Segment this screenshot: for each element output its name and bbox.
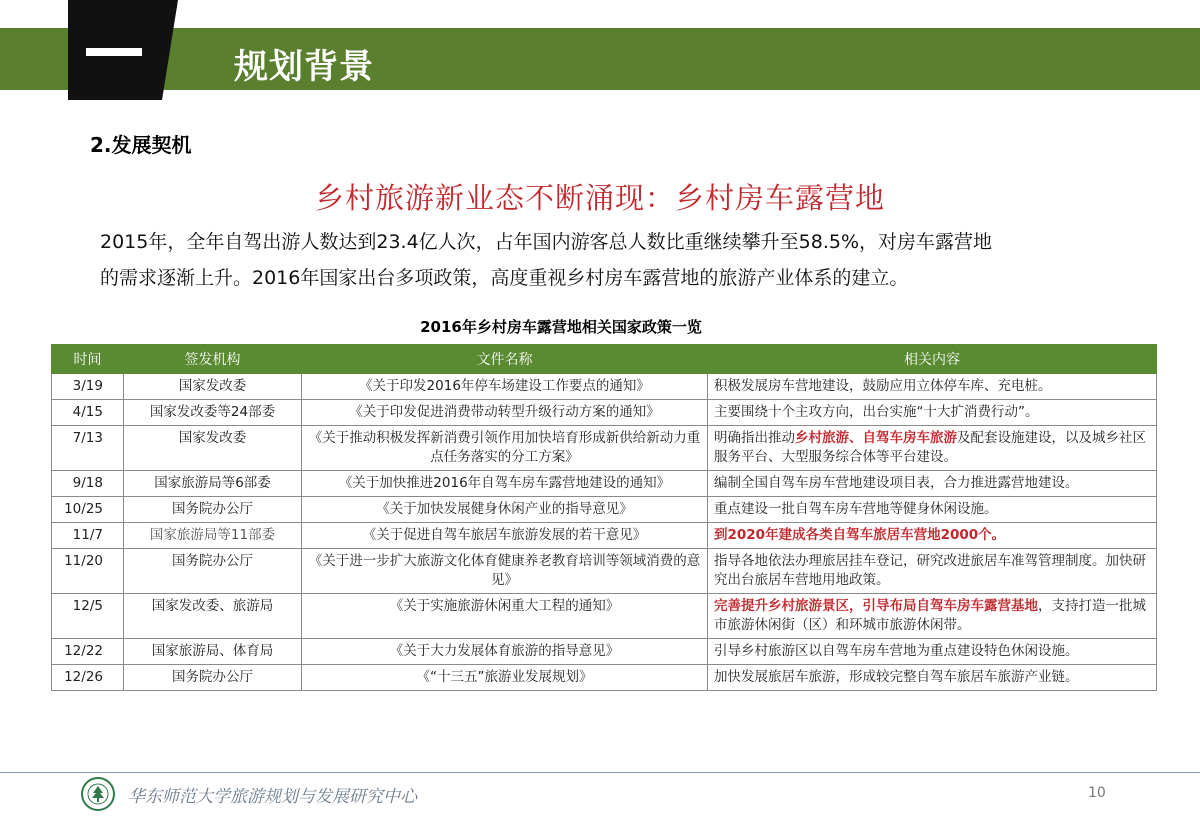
cell-time: 3/19: [52, 374, 124, 400]
cell-content: [708, 426, 1157, 471]
table-row: [52, 594, 1157, 639]
section-number-symbol: [86, 48, 142, 56]
cell-content: 积极发展房车营地建设，鼓励应用立体停车库、充电桩。: [708, 374, 1157, 400]
content-highlight: 乡村旅游、自驾车房车旅游: [795, 430, 957, 446]
cell-doc: 《关于大力发展体育旅游的指导意见》: [302, 639, 708, 665]
content-text: 及配套设施建设，以及城乡社区服务平台、大型服务综合体等平台建设。: [714, 430, 1146, 465]
cell-time: 12/22: [52, 639, 124, 665]
table-row: [52, 639, 1157, 665]
tree-icon: [86, 782, 110, 806]
cell-content: [708, 594, 1157, 639]
cell-content: 主要围绕十个主攻方向，出台实施“十大扩消费行动”。: [708, 400, 1157, 426]
table-header-row: [52, 345, 1157, 374]
cell-content: 重点建设一批自驾车房车营地等健身休闲设施。: [708, 497, 1157, 523]
cell-time: 11/20: [52, 549, 124, 594]
cell-doc: 《关于印发促进消费带动转型升级行动方案的通知》: [302, 400, 708, 426]
header-time: 时间: [52, 345, 124, 374]
cell-doc: 《关于进一步扩大旅游文化体育健康养老教育培训等领域消费的意见》: [302, 549, 708, 594]
cell-doc: 《关于实施旅游休闲重大工程的通知》: [302, 594, 708, 639]
cell-content: 加快发展旅居车旅游，形成较完整自驾车旅居车旅游产业链。: [708, 665, 1157, 691]
header-content: 相关内容: [708, 345, 1157, 374]
header-bar: [0, 28, 1200, 90]
header-doc: 文件名称: [302, 345, 708, 374]
footer-divider: [0, 772, 1200, 773]
header-org: 签发机构: [124, 345, 302, 374]
table-row: [52, 471, 1157, 497]
content-text: ，支持打造一批城市旅游休闲街（区）和环城市旅游休闲带。: [714, 598, 1146, 633]
table-row: [52, 374, 1157, 400]
content-text: 明确指出推动: [714, 430, 795, 446]
cell-doc: 《关于推动积极发挥新消费引领作用加快培育形成新供给新动力重点任务落实的分工方案》: [302, 426, 708, 471]
university-logo-icon: [81, 777, 115, 811]
cell-org: 国务院办公厅: [124, 497, 302, 523]
cell-time: 12/5: [52, 594, 124, 639]
cell-time: 10/25: [52, 497, 124, 523]
table-row: [52, 665, 1157, 691]
page-title: 规划背景: [234, 47, 374, 87]
footer-org-name: 华东师范大学旅游规划与发展研究中心: [128, 787, 417, 807]
cell-doc: 《关于加快推进2016年自驾车房车露营地建设的通知》: [302, 471, 708, 497]
cell-time: 12/26: [52, 665, 124, 691]
cell-org: 国务院办公厅: [124, 665, 302, 691]
page-number: 10: [1088, 785, 1106, 801]
section-heading: 2.发展契机: [90, 133, 192, 157]
cell-time: 4/15: [52, 400, 124, 426]
content-highlight: 完善提升乡村旅游景区，引导布局自驾车房车露营基地: [714, 598, 1038, 614]
cell-org: 国家旅游局、体育局: [124, 639, 302, 665]
intro-line: 2015年，全年自驾出游人数达到23.4亿人次，占年国内游客总人数比重继续攀升至58.5%，对房车露营地: [100, 231, 993, 253]
table-row: [52, 523, 1157, 549]
cell-content: 编制全国自驾车房车营地建设项目表，合力推进露营地建设。: [708, 471, 1157, 497]
cell-org: 国家发改委等24部委: [124, 400, 302, 426]
policy-table: [51, 344, 1157, 691]
table-row: [52, 400, 1157, 426]
cell-time: 11/7: [52, 523, 124, 549]
cell-doc: 《关于加快发展健身休闲产业的指导意见》: [302, 497, 708, 523]
cell-doc: 《“十三五”旅游业发展规划》: [302, 665, 708, 691]
content-highlight: 到2020年建成各类自驾车旅居车营地2000个。: [714, 527, 1006, 543]
intro-line: 的需求逐渐上升。2016年国家出台多项政策，高度重视乡村房车露营地的旅游产业体系的建立。: [100, 267, 909, 289]
table-row: [52, 426, 1157, 471]
table-caption: 2016年乡村房车露营地相关国家政策一览: [420, 318, 702, 336]
cell-content: 指导各地依法办理旅居挂车登记，研究改进旅居车准驾管理制度。加快研究出台旅居车营地用地政策。: [708, 549, 1157, 594]
cell-org: 国家发改委: [124, 426, 302, 471]
table-row: [52, 497, 1157, 523]
cell-time: 7/13: [52, 426, 124, 471]
highlight-title: 乡村旅游新业态不断涌现：乡村房车露营地: [314, 181, 885, 215]
cell-time: 9/18: [52, 471, 124, 497]
cell-content: [708, 523, 1157, 549]
table-row: [52, 549, 1157, 594]
cell-org: 国家旅游局等11部委: [124, 523, 302, 549]
cell-org: 国家发改委、旅游局: [124, 594, 302, 639]
cell-org: 国务院办公厅: [124, 549, 302, 594]
cell-org: 国家发改委: [124, 374, 302, 400]
intro-paragraph: [100, 224, 1110, 296]
cell-content: 引导乡村旅游区以自驾车房车营地为重点建设特色休闲设施。: [708, 639, 1157, 665]
cell-doc: 《关于促进自驾车旅居车旅游发展的若干意见》: [302, 523, 708, 549]
cell-doc: 《关于印发2016年停车场建设工作要点的通知》: [302, 374, 708, 400]
cell-org: 国家旅游局等6部委: [124, 471, 302, 497]
